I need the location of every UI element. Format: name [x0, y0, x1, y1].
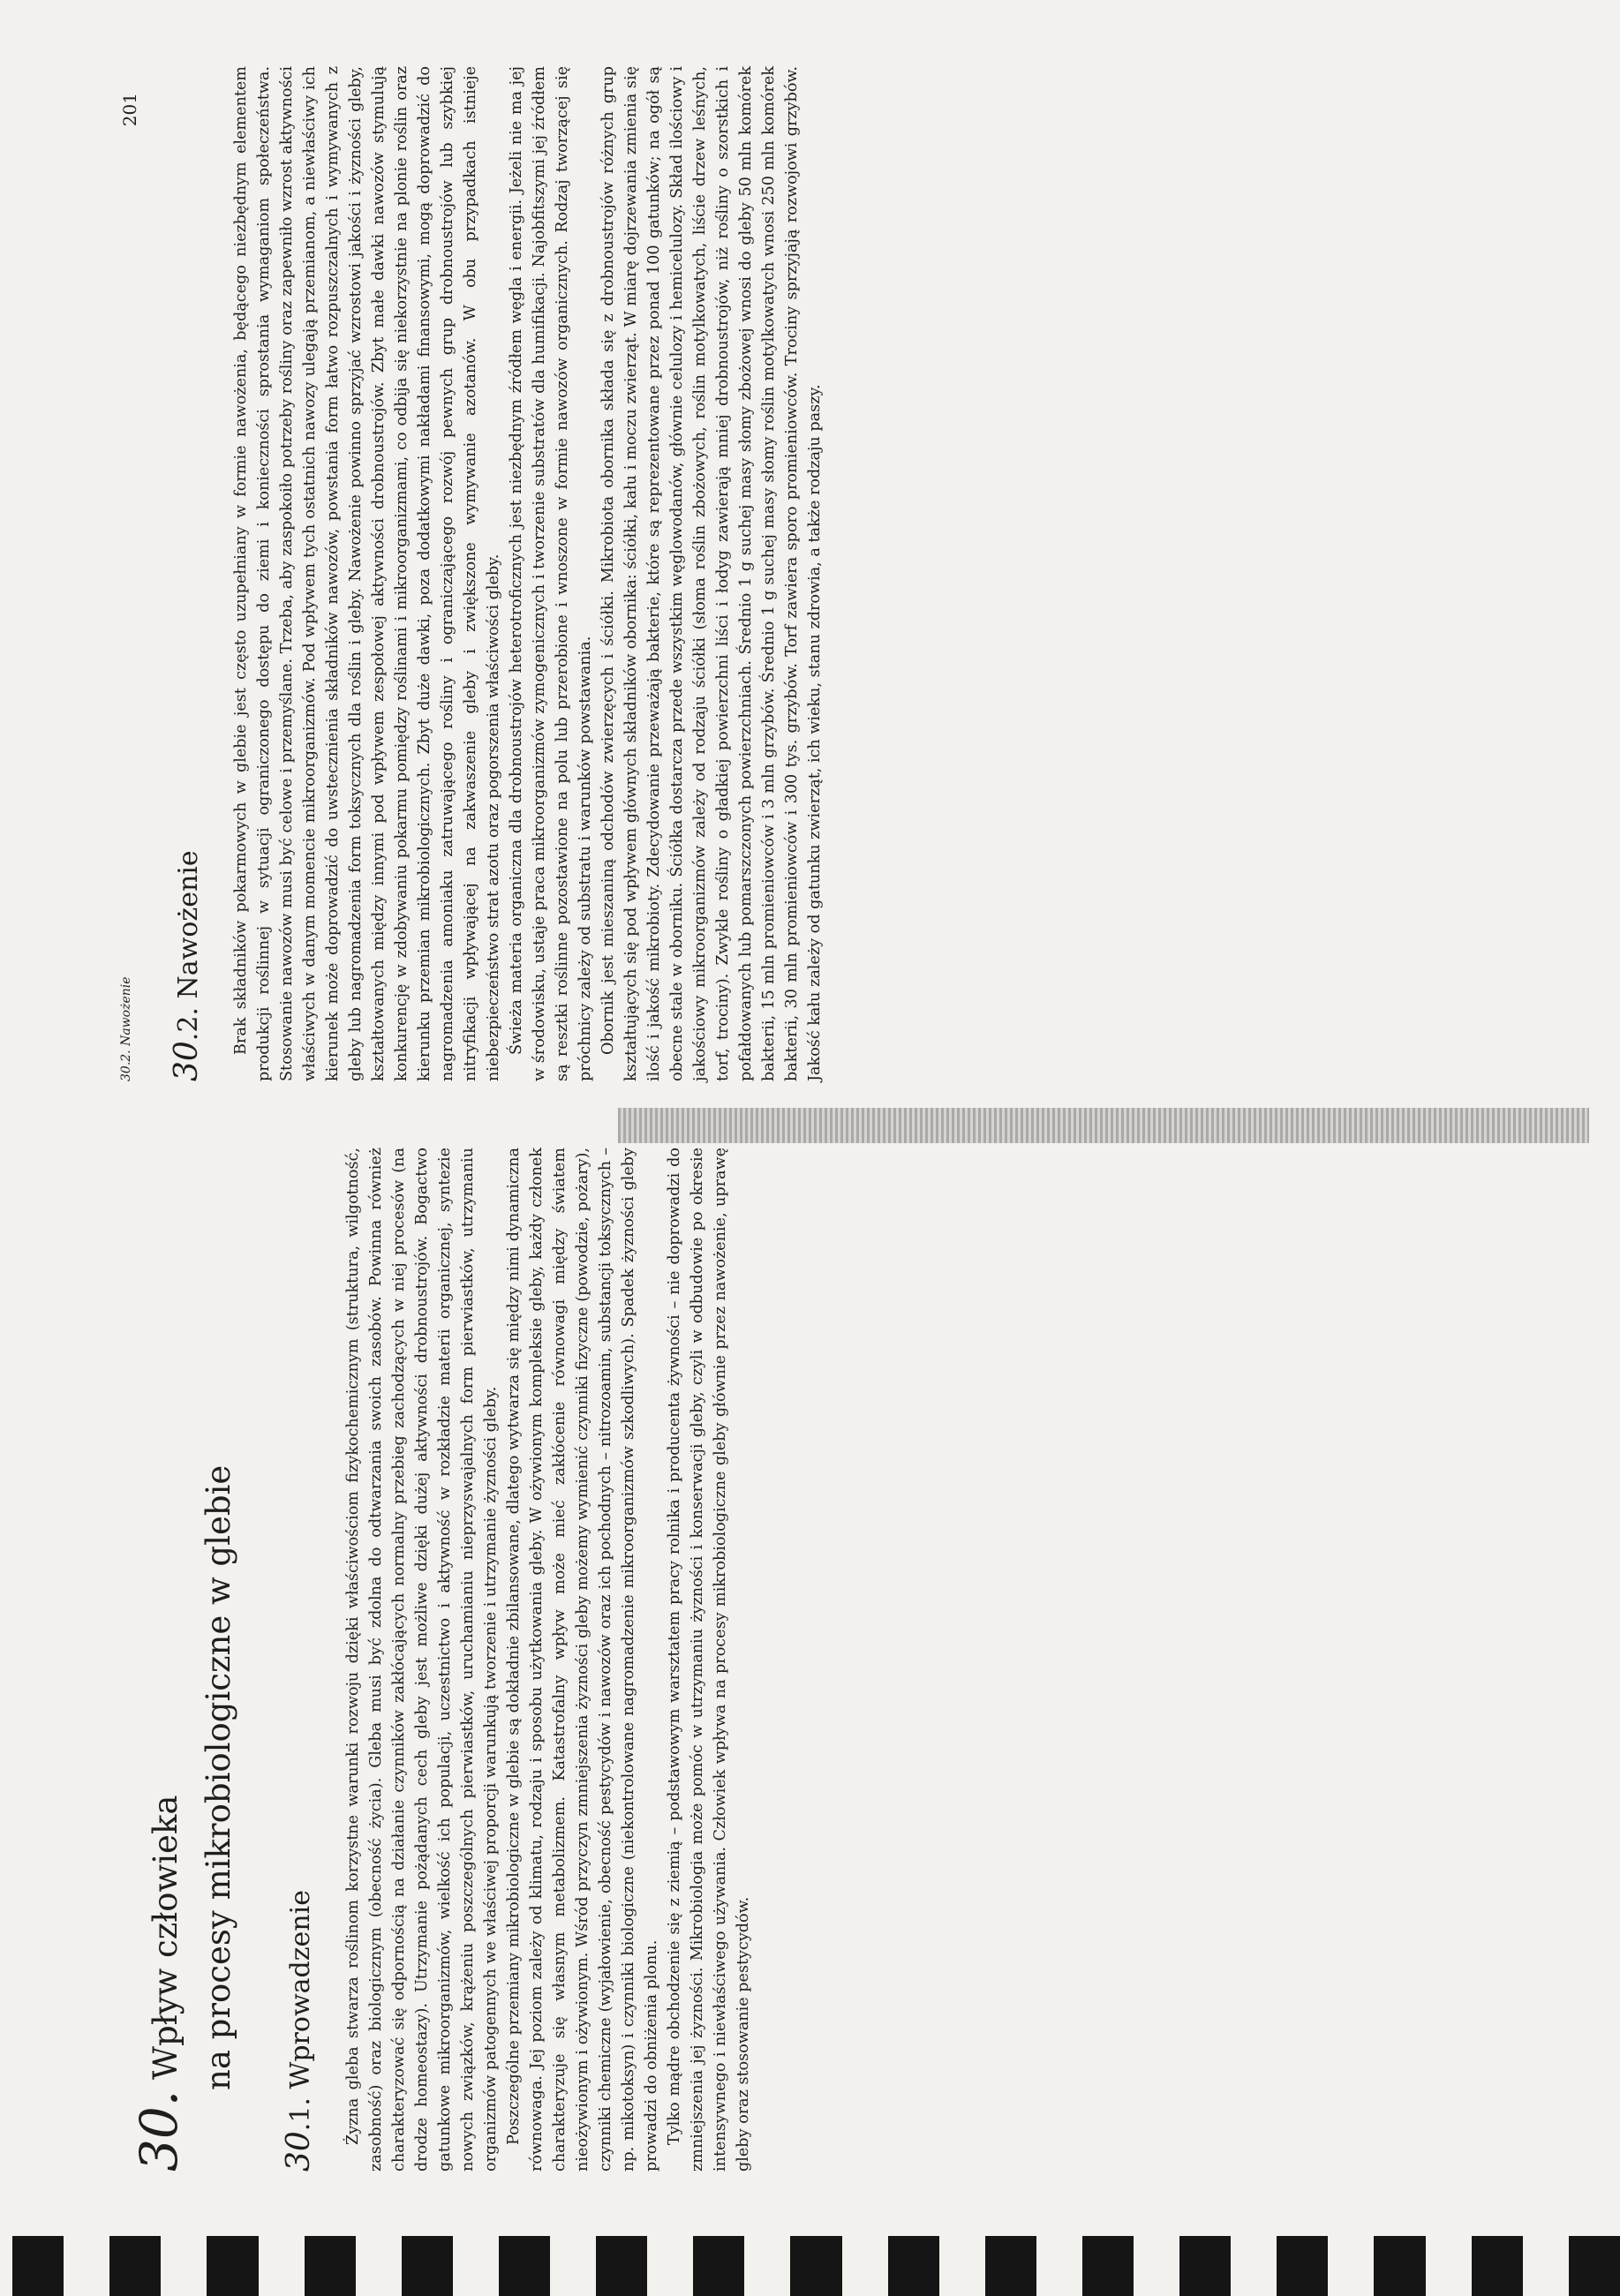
body-text	[230, 66, 826, 1081]
page-gutter	[618, 1108, 1589, 1143]
section-title: .1. Wprowadzenie	[285, 1890, 316, 2132]
paragraph: Świeża materia organiczna dla drobnoustrojów heterotroficznych jest niezbędnym źródłem węgla i energii. Jeżeli nie ma jej w środowisku, ustaje praca mikroorganizmów zymogenicznych i tworzenie substratów dla humifikacji. Najobfitszymi jej źródłem są resztki roślinne pozostawione na polu lub przerobione i wnoszone w formie nawozów organicznych. Rodzaj tworzącej się próchnicy zależy od substratu i warunków powstawania.	[508, 66, 594, 1081]
running-head: 30.2. Nawożenie	[119, 976, 133, 1081]
paragraph: Tylko mądre obchodzenie się z ziemią – podstawowym warsztatem pracy rolnika i producenta żywności – nie doprowadzi do zmniejszenia jej żyzności. Mikrobiologia może pomóc w utrzymaniu żyzności i konserwacji gleby, czyli w odbudowie po okresie intensywnego i niewłaściwego używania. Człowiek wpływa na procesy mikrobiologiczne gleby głównie przez nawożenie, uprawę gleby oraz stosowanie pestycydów.	[666, 1148, 752, 2172]
section-heading	[281, 1148, 317, 2172]
section-number: 30	[169, 1041, 205, 1081]
binding-holes	[0, 2207, 1620, 2296]
body-text	[342, 1148, 755, 2172]
page-number: 201	[119, 93, 140, 127]
chapter-title-line1: Wpływ człowieka	[147, 1795, 185, 2080]
paragraph: Brak składników pokarmowych w glebie jest często uzupełniany w formie nawożenia, będącego niezbędnym elementem produkcji roślinnej w sytuacji ograniczonego dostępu do ziemi i konieczności sprostania wymaganiom społeczeństwa. Stosowanie nawozów musi być celowe i przemyślane. Trzeba, aby zaspokoiło potrzeby rośliny oraz zapewniło wzrost aktywności właściwych w danym momencie mikroorganizmów. Pod wpływem tych ostatnich nawozy ulegają przemianom, a niewłaściwy ich kierunek może doprowadzić do uwstecznienia składników nawozów, powstania form łatwo rozpuszczalnych i wymywanych z gleby lub nagromadzenia form toksycznych dla roślin i gleby. Nawożenie powinno sprzyjać wzrostowi jakości i żyzności gleby, kształtowanych między innymi pod wpływem zespołowej aktywności drobnoustrojów. Zbyt małe dawki nawozów stymulują konkurencję w zdobywaniu pokarmu pomiędzy roślinami i mikroorganizmami, co odbija się niekorzystnie na plonie roślin oraz kierunku przemian mikrobiologicznych. Zbyt duże dawki, poza dodatkowymi nakładami finansowymi, mogą doprowadzić do nagromadzenia amoniaku zatruwającego rośliny i ograniczającego rozwój pewnych grup drobnoustrojów lub szybkiej nitryfikacji wpływającej na zakwaszenie gleby i zwiększone wymywanie azotanów. W obu przypadkach istnieje niebezpieczeństwo strat azotu oraz pogorszenia właściwości gleby.	[232, 66, 502, 1081]
right-page	[119, 66, 1496, 1081]
chapter-title-line2: na procesy mikrobiologiczne w glebie	[200, 1464, 237, 2090]
paragraph: Poszczególne przemiany mikrobiologiczne w glebie są dokładnie zbilansowane, dlatego wytwarza się między nimi dynamiczna równowaga. Jej poziom zależy od klimatu, rodzaju i sposobu użytkowania gleby. W ożywionym kompleksie gleby, każdy członek charakteryzuje się własnym metabolizmem. Katastrofalny wpływ może mieć zakłócenie równowagi między światem nieożywionym i ożywionym. Wśród przyczyn zmniejszenia żyzności gleby możemy wymienić czynniki fizyczne (powodzie, pożary), czynniki chemiczne (wyjałowienie, obecność pestycydów i nawozów oraz ich pochodnych – nitrozoamin, substancji toksycznych – np. mikotoksyn) i czynniki biologiczne (niekontrolowane nagromadzenie mikroorganizmów szkodliwych). Spadek żyzności gleby prowadzi do obniżenia plonu.	[505, 1148, 660, 2172]
chapter-title	[129, 1148, 245, 2172]
paragraph: Obornik jest mieszaniną odchodów zwierzęcych i ściółki. Mikrobiota obornika składa się z drobnoustrojów różnych grup kształtujących się pod wpływem głównych składników obornika: ściółki, kału i moczu zwierząt. W miarę dojrzewania zmienia się ilość i jakość mikrobioty. Zdecydowanie przeważają bakterie, które są reprezentowane przez ponad 100 gatunków; na ogół są obecne stale w oborniku. Ściółka dostarcza przede wszystkim węglowodanów, głównie celulozy i hemicelulozy. Skład ilościowy i jakościowy mikroorganizmów zależy od rodzaju ściółki (słoma roślin zbożowych, roślin motylkowatych, liście drzew leśnych, torf, trociny). Zwykle rośliny o gładkiej powierzchni liści i łodyg zawierają mniej drobnoustrojów, niż rośliny o szorstkich i pofałdowanych lub pomarszczonych powierzchniach. Średnio 1 g suchej masy słomy zbożowej wnosi do gleby 50 mln komórek bakterii, 15 mln promieniowców i 3 mln grzybów. Średnio 1 g suchej masy słomy roślin motylkowatych wnosi 250 mln komórek bakterii, 30 mln promieniowców i 300 tys. grzybów. Torf zawiera sporo promieniowców. Trociny sprzyjają rozwojowi grzybów. Jakość kału zależy od gatunku zwierząt, ich wieku, stanu zdrowia, a także rodzaju paszy.	[599, 66, 824, 1081]
section-heading	[169, 66, 205, 1081]
paragraph: Żyzna gleba stwarza roślinom korzystne warunki rozwoju dzięki właściwościom fizykochemicznym (struktura, wilgotność, zasobność) oraz biologicznym (obecność życia). Gleba musi być zdolna do odtwarzania swoich zasobów. Powinna również charakteryzować się odpornością na działanie czynników zakłócających normalny przebieg zachodzących w niej procesów (na drodze homeostazy). Utrzymanie pożądanych cech gleby jest możliwe dzięki dużej aktywności drobnoustrojów. Bogactwo gatunkowe mikroorganizmów, wielkość ich populacji, uczestnictwo i aktywność w rozkładzie materii organicznej, syntezie nowych związków, krążeniu poszczególnych pierwiastków, uruchamianiu nieprzyswajalnych form pierwiastków, utrzymaniu organizmów patogennych we właściwej proporcji warunkują tworzenie i utrzymanie żyzności gleby.	[344, 1148, 500, 2172]
chapter-number: 30.	[129, 2089, 189, 2172]
left-page	[129, 1148, 1404, 2172]
section-title: .2. Nawożenie	[173, 850, 204, 1042]
section-number: 30	[281, 2131, 317, 2172]
